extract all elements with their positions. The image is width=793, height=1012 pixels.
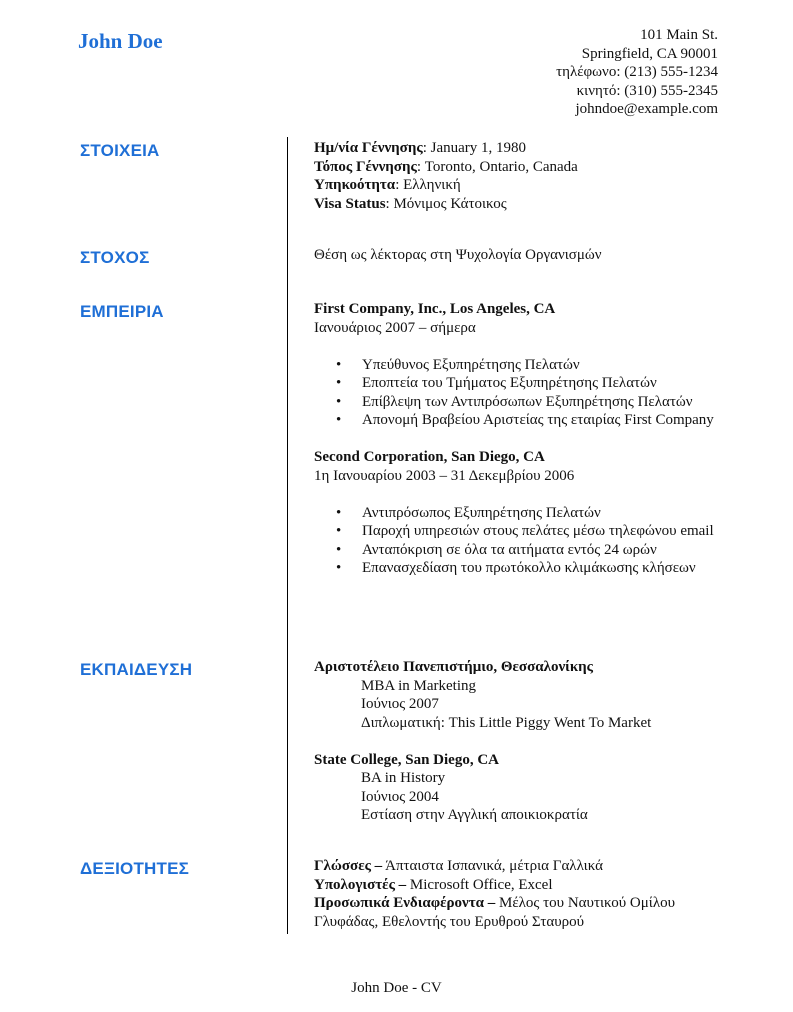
list-item: • Επανασχεδίαση του πρωτόκολλο κλιμάκωσης κλήσεων	[314, 559, 722, 578]
degree-focus: Εστίαση στην Αγγλική αποικιοκρατία	[361, 807, 588, 823]
page-footer: John Doe - CV	[351, 980, 442, 996]
skill-value: Άπταιστα Ισπανικά, μέτρια Γαλλικά	[382, 858, 603, 874]
info-row	[314, 158, 734, 177]
column-divider	[287, 137, 288, 934]
degree-thesis: Διπλωματική: This Little Piggy Went To Market	[361, 714, 652, 731]
mobile: κινητό: (310) 555-2345	[576, 82, 718, 99]
degree-line: MBA in Marketing	[361, 677, 476, 694]
heading-experience: ΕΜΠΕΙΡΙΑ	[80, 302, 164, 321]
job-duties	[314, 356, 734, 430]
info-value: : Toronto, Ontario, Canada	[416, 158, 578, 175]
info-row	[314, 195, 734, 214]
skill-value: Microsoft Office, Excel	[406, 876, 553, 893]
info-row	[314, 176, 734, 195]
list-item: • Παροχή υπηρεσιών στους πελάτες μέσω τηλεφώνου email	[314, 522, 722, 541]
school-name: Αριστοτέλειο Πανεπιστήμιο, Θεσσαλονίκης	[314, 659, 594, 675]
contact-block	[556, 26, 718, 119]
job-company: First Company, Inc., Los Angeles, CA	[314, 301, 556, 317]
street-address: 101 Main St.	[640, 27, 718, 43]
school-name: State College, San Diego, CA	[314, 751, 499, 768]
objective-text: Θέση ως λέκτορας στη Ψυχολογία Οργανισμών	[314, 247, 602, 263]
degree-line: BA in History	[361, 770, 446, 786]
list-item: • Εποπτεία του Τμήματος Εξυπηρέτησης Πελατών	[314, 374, 722, 393]
info-value: : January 1, 1980	[422, 140, 527, 156]
info-label: Τόπος Γέννησης	[314, 158, 417, 175]
job-company: Second Corporation, San Diego, CA	[314, 449, 545, 465]
list-item: • Αντιπρόσωπος Εξυπηρέτησης Πελατών	[314, 504, 722, 523]
experience-section	[314, 300, 734, 578]
skill-label: Υπολογιστές –	[314, 876, 407, 893]
list-item: • Απονομή Βραβείου Αριστείας της εταιρίας First Company	[314, 411, 722, 430]
info-label: Visa Status	[314, 195, 386, 212]
heading-info: ΣΤΟΙΧΕΙΑ	[80, 141, 160, 160]
skills-section	[314, 857, 714, 931]
job-duties	[314, 504, 734, 578]
degree-date: Ιούνιος 2004	[361, 788, 439, 805]
info-row	[314, 139, 734, 158]
info-section	[314, 139, 734, 213]
list-item: • Ανταπόκριση σε όλα τα αιτήματα εντός 24 ωρών	[314, 541, 722, 560]
skill-value: Μέλος του Ναυτικού Ομίλου Γλυφάδας, Εθελοντής του Ερυθρού Σταυρού	[314, 895, 676, 930]
email: johndoe@example.com	[575, 101, 718, 117]
info-value: : Μόνιμος Κάτοικος	[385, 195, 507, 212]
skill-row	[314, 857, 714, 876]
objective-section	[314, 246, 734, 265]
heading-education: ΕΚΠΑΙΔΕΥΣΗ	[80, 660, 193, 679]
phone: τηλέφωνο: (213) 555-1234	[556, 64, 718, 80]
city-zip: Springfield, CA 90001	[581, 45, 718, 62]
skill-label: Γλώσσες –	[314, 858, 383, 874]
skill-row	[314, 876, 714, 895]
heading-skills: ΔΕΞΙΟΤΗΤΕΣ	[80, 859, 190, 878]
info-label: Υπηκοότητα	[314, 177, 396, 193]
job-period: 1η Ιανουαρίου 2003 – 31 Δεκεμβρίου 2006	[314, 467, 575, 484]
skill-label: Προσωπικά Ενδιαφέροντα –	[314, 895, 496, 911]
skill-row	[314, 894, 714, 931]
info-value: : Ελληνική	[395, 177, 461, 193]
education-section	[314, 658, 734, 825]
degree-date: Ιούνιος 2007	[361, 696, 439, 712]
list-item: • Επίβλεψη των Αντιπρόσωπων Εξυπηρέτησης Πελατών	[314, 393, 722, 412]
candidate-name: John Doe	[78, 29, 163, 53]
job-period: Ιανουάριος 2007 – σήμερα	[314, 319, 476, 336]
info-label: Ημ/νία Γέννησης	[314, 140, 423, 156]
list-item: • Υπεύθυνος Εξυπηρέτησης Πελατών	[314, 356, 722, 375]
heading-objective: ΣΤΟΧΟΣ	[80, 248, 150, 267]
